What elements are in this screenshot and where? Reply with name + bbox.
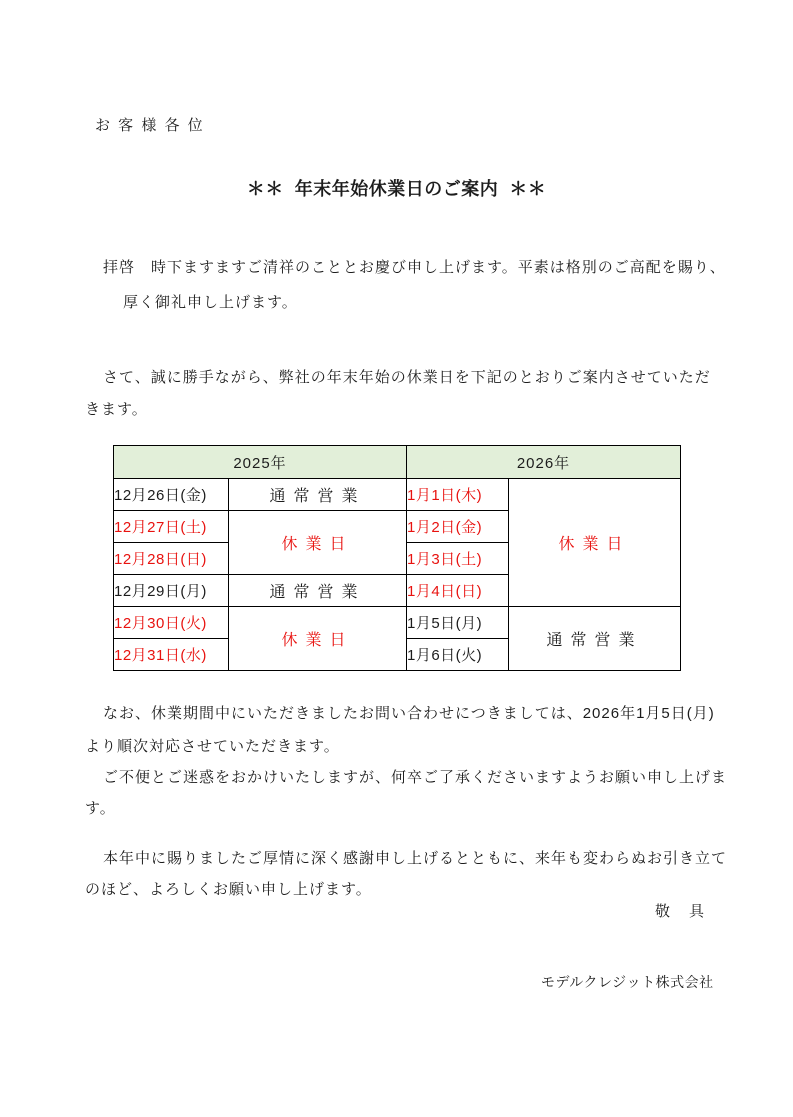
apology-line-1: ご不便とご迷惑をおかけいたしますが、何卒ご了承くださいますようお願い申し上げま bbox=[103, 769, 728, 786]
apology-line-2: す。 bbox=[85, 800, 116, 817]
document-title: ＊＊ 年末年始休業日のご案内 ＊＊ bbox=[246, 179, 547, 199]
holiday-table-container bbox=[113, 445, 681, 671]
date-cell-dec28: 12月28日(日) bbox=[114, 543, 229, 575]
thanks-line-1: 本年中に賜りましたご厚情に深く感謝申し上げるとともに、来年も変わらぬお引き立て bbox=[103, 850, 728, 867]
table-row bbox=[114, 479, 681, 511]
year-2026-header: 2026年 bbox=[407, 446, 681, 479]
date-cell-jan2: 1月2日(金) bbox=[407, 511, 509, 543]
date-cell-jan5: 1月5日(月) bbox=[407, 607, 509, 639]
date-cell-jan6: 1月6日(火) bbox=[407, 639, 509, 671]
intro-line-2: きます。 bbox=[85, 401, 148, 418]
table-row bbox=[114, 607, 681, 639]
date-cell-dec26: 12月26日(金) bbox=[114, 479, 229, 511]
date-cell-dec30: 12月30日(火) bbox=[114, 607, 229, 639]
thanks-line-2: のほど、よろしくお願い申し上げます。 bbox=[85, 881, 372, 898]
date-cell-jan4: 1月4日(日) bbox=[407, 575, 509, 607]
closing-keigu: 敬 具 bbox=[655, 903, 707, 920]
status-cell-closed-2025-b: 休業日 bbox=[229, 607, 407, 671]
table-header-row bbox=[114, 446, 681, 479]
intro-line-1: さて、誠に勝手ながら、弊社の年末年始の休業日を下記のとおりご案内させていただ bbox=[103, 369, 711, 386]
notice-line-2: より順次対応させていただきます。 bbox=[85, 738, 340, 755]
notice-line-1: なお、休業期間中にいただきましたお問い合わせにつきましては、2026年1月5日(月) bbox=[103, 705, 715, 722]
recipient: お 客 様 各 位 bbox=[95, 117, 205, 134]
date-cell-dec27: 12月27日(土) bbox=[114, 511, 229, 543]
status-cell-open-2025: 通常営業 bbox=[229, 479, 407, 511]
date-cell-dec29: 12月29日(月) bbox=[114, 575, 229, 607]
status-cell-open-2025-b: 通常営業 bbox=[229, 575, 407, 607]
greeting-line-2: 厚く御礼申し上げます。 bbox=[123, 294, 298, 311]
status-cell-closed-2026: 休業日 bbox=[509, 479, 681, 607]
date-cell-jan3: 1月3日(土) bbox=[407, 543, 509, 575]
holiday-table bbox=[113, 445, 681, 671]
status-cell-open-2026: 通常営業 bbox=[509, 607, 681, 671]
company-name: モデルクレジット株式会社 bbox=[541, 974, 714, 990]
status-cell-closed-2025-a: 休業日 bbox=[229, 511, 407, 575]
greeting-line-1: 拝啓 時下ますますご清祥のこととお慶び申し上げます。平素は格別のご高配を賜り、 bbox=[103, 259, 726, 276]
year-2025-header: 2025年 bbox=[114, 446, 407, 479]
date-cell-jan1: 1月1日(木) bbox=[407, 479, 509, 511]
date-cell-dec31: 12月31日(水) bbox=[114, 639, 229, 671]
